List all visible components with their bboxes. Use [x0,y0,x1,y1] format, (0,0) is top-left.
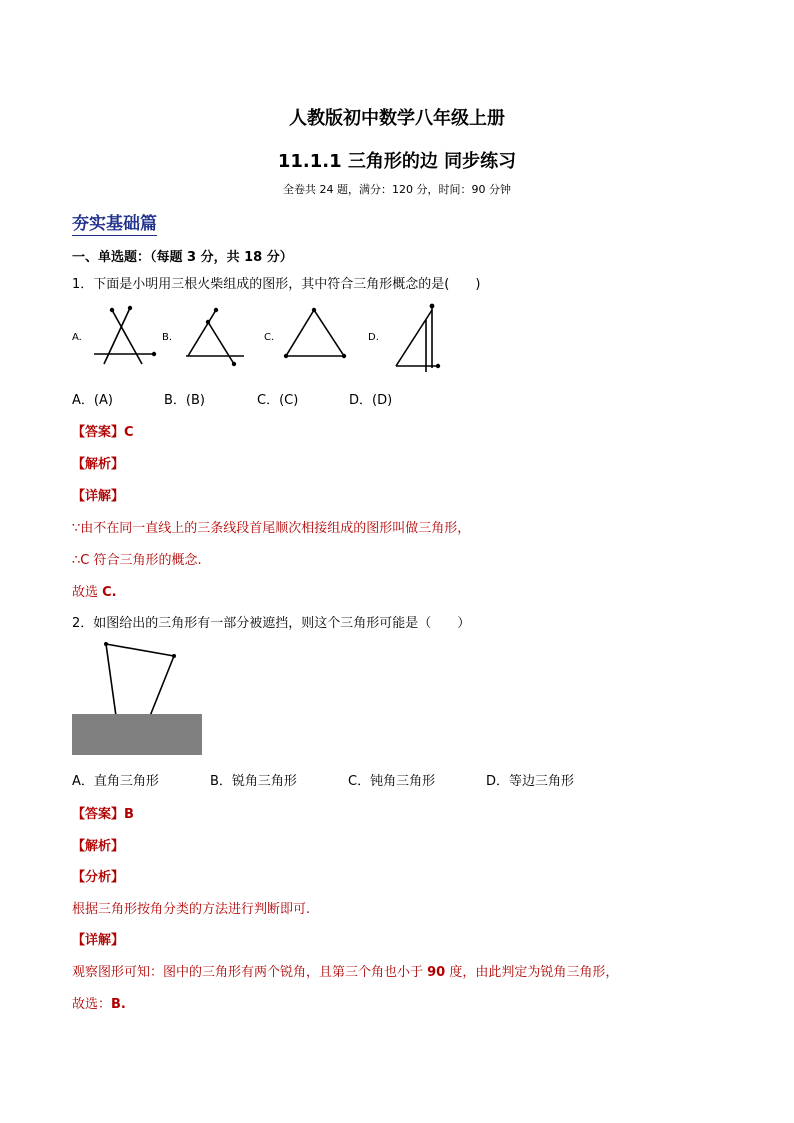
match-figure-d [396,304,440,372]
q2-detail-prefix: 观察图形可知：图中的三角形有两个锐角，且第三个角也小于 [72,965,428,980]
fig-label-a: A. [72,332,82,343]
doc-meta: 全卷共 24 题，满分：120 分，时间：90 分钟 [283,183,511,196]
q2-fenxi-tag: 【分析】 [72,870,125,885]
q1-figures [66,298,456,380]
q2-fenxi-text: 根据三角形按角分类的方法进行判断即可. [72,902,311,917]
q2-option-c: C．钝角三角形 [348,774,436,789]
q2-detail-number: 90 [427,965,446,980]
part-title: 一、单选题：（每题 3 分，共 18 分） [72,250,293,265]
q2-option-a: A．直角三角形 [72,774,159,789]
q1-conclusion-prefix: 故选 [72,585,103,600]
q1-detail-line2: ∴C 符合三角形的概念. [72,553,202,568]
q1-answer-line [72,421,134,440]
q2-option-d: D．等边三角形 [486,774,575,789]
q1-option-c: C．(C) [257,393,299,408]
q1-conclusion [72,581,117,600]
q1-answer-tag: 【答案】 [72,425,125,440]
q2-conclusion [72,993,126,1012]
match-figure-c [284,308,346,358]
q2-detail-tag: 【详解】 [72,933,125,948]
match-figure-a [94,306,156,364]
q2-figure [70,636,206,758]
q1-conclusion-value: C. [102,585,117,600]
q1-option-a: A．(A) [72,393,113,408]
fig-label-c: C. [264,332,275,343]
q1-analysis-tag: 【解析】 [72,457,125,472]
cover-block [72,714,202,755]
q1-option-b: B．(B) [164,393,205,408]
match-figure-b [186,308,244,366]
fig-label-b: B. [162,332,173,343]
q2-detail-line [72,961,618,980]
q2-detail-suffix: 度，由此判定为锐角三角形， [445,965,619,980]
q2-analysis-tag: 【解析】 [72,839,125,854]
q1-answer-value: C [124,425,134,440]
q2-option-b: B．锐角三角形 [210,774,297,789]
q1-option-d: D．(D) [349,393,393,408]
q2-answer-value: B [124,807,134,822]
doc-subtitle: 11.1.1 三角形的边 同步练习 [277,151,517,172]
q2-stem: 2．如图给出的三角形有一部分被遮挡，则这个三角形可能是（ ） [72,616,471,631]
q1-detail-tag: 【详解】 [72,489,125,504]
doc-title: 人教版初中数学八年级上册 [289,108,505,129]
q2-answer-tag: 【答案】 [72,807,125,822]
q2-conclusion-value: B. [111,997,126,1012]
section-title: 夯实基础篇 [72,209,157,234]
fig-label-d: D. [368,332,379,343]
q1-stem: 1．下面是小明用三根火柴组成的图形，其中符合三角形概念的是( ) [72,277,481,292]
q1-detail-line1: ∵由不在同一直线上的三条线段首尾顺次相接组成的图形叫做三角形， [72,521,471,536]
q2-conclusion-prefix: 故选： [72,997,112,1012]
q2-answer-line [72,803,134,822]
